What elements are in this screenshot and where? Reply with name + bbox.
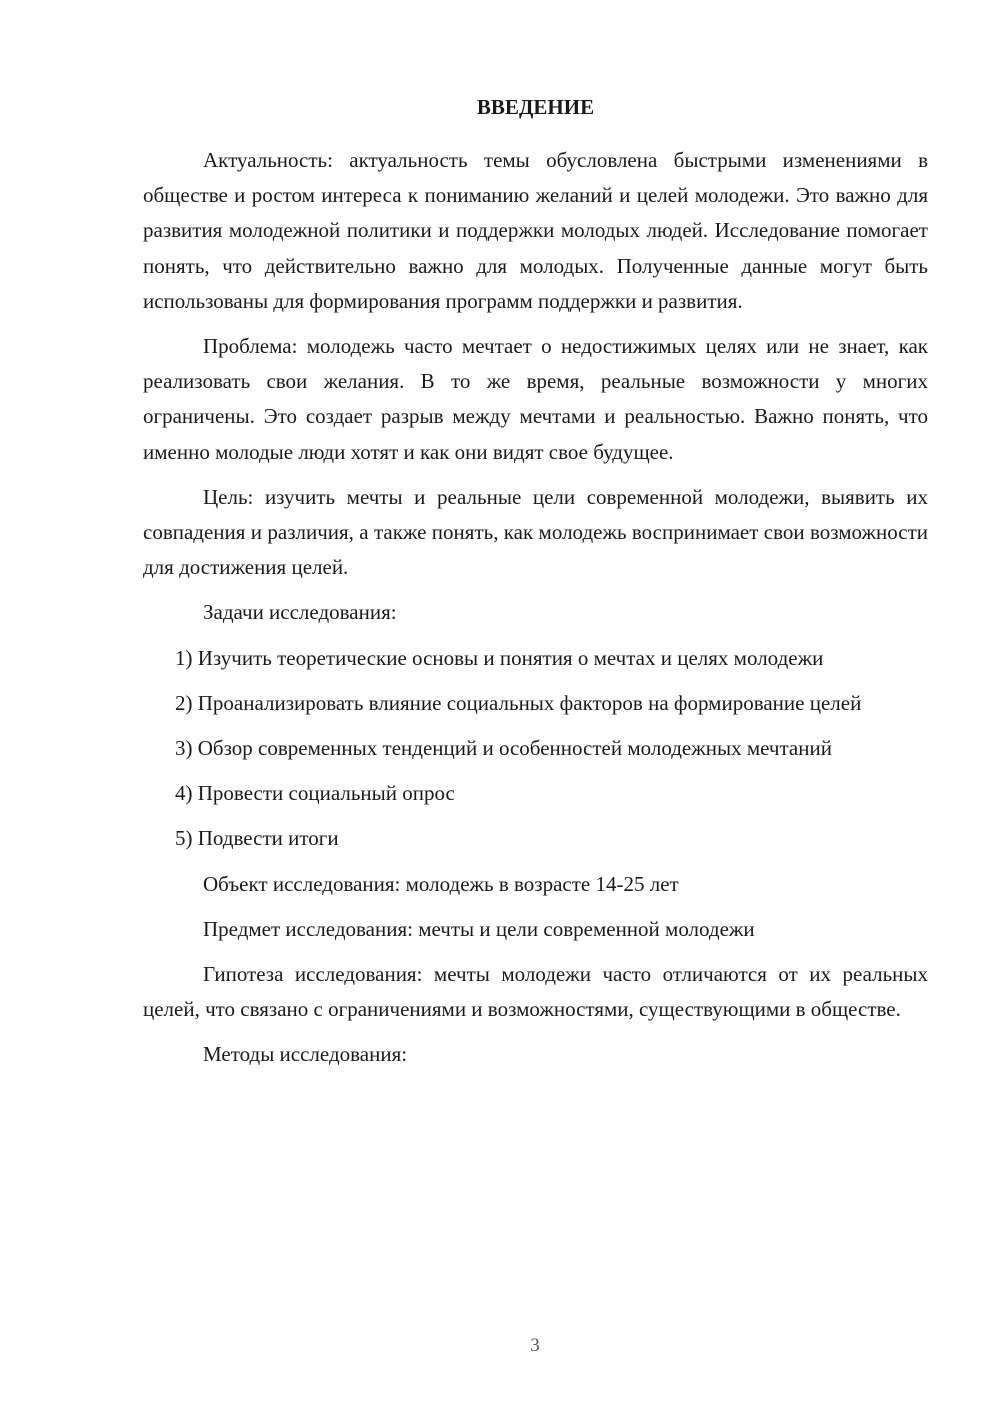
task-item-5: 5) Подвести итоги	[175, 826, 339, 851]
paragraph-methods: Методы исследования:	[203, 1042, 408, 1067]
task-item-4: 4) Провести социальный опрос	[175, 781, 455, 806]
paragraph-subject: Предмет исследования: мечты и цели современной молодежи	[203, 916, 755, 941]
paragraph-goal: Цель: изучить мечты и реальные цели современной молодежи, выявить их совпадения и различия, а также понять, как молодежь воспринимает свои возможности для достижения целей.	[143, 484, 928, 580]
paragraph-object: Объект исследования: молодежь в возрасте 14-25 лет	[203, 871, 679, 896]
document-page	[143, 90, 928, 1073]
task-item-2: 2) Проанализировать влияние социальных факторов на формирование целей	[175, 690, 862, 715]
paragraph-problem: Проблема: молодежь часто мечтает о недостижимых целях или не знает, как реализовать свои желания. В то же время, реальные возможности у многих ограничены. Это создает разрыв между мечтами и реальностью. Важно понять, что именно молодые люди хотят и как они видят свое будущее.	[143, 334, 928, 464]
section-title: ВВЕДЕНИЕ	[476, 95, 595, 119]
paragraph-tasks-heading: Задачи исследования:	[203, 600, 397, 625]
paragraph-hypothesis: Гипотеза исследования: мечты молодежи часто отличаются от их реальных целей, что связано с ограничениями и возможностями, существующими в обществе.	[143, 962, 928, 1022]
page-number: 3	[530, 1335, 540, 1356]
task-item-3: 3) Обзор современных тенденций и особенностей молодежных мечтаний	[175, 736, 832, 761]
paragraph-relevance: Актуальность: актуальность темы обусловлена быстрыми изменениями в обществе и ростом интереса к пониманию желаний и целей молодежи. Это важно для развития молодежной политики и поддержки молодых людей. Исследование помогает понять, что действительно важно для молодых. Полученные данные могут быть использованы для формирования программ поддержки и развития.	[143, 148, 928, 313]
task-item-1: 1) Изучить теоретические основы и понятия о мечтах и целях молодежи	[175, 645, 824, 670]
